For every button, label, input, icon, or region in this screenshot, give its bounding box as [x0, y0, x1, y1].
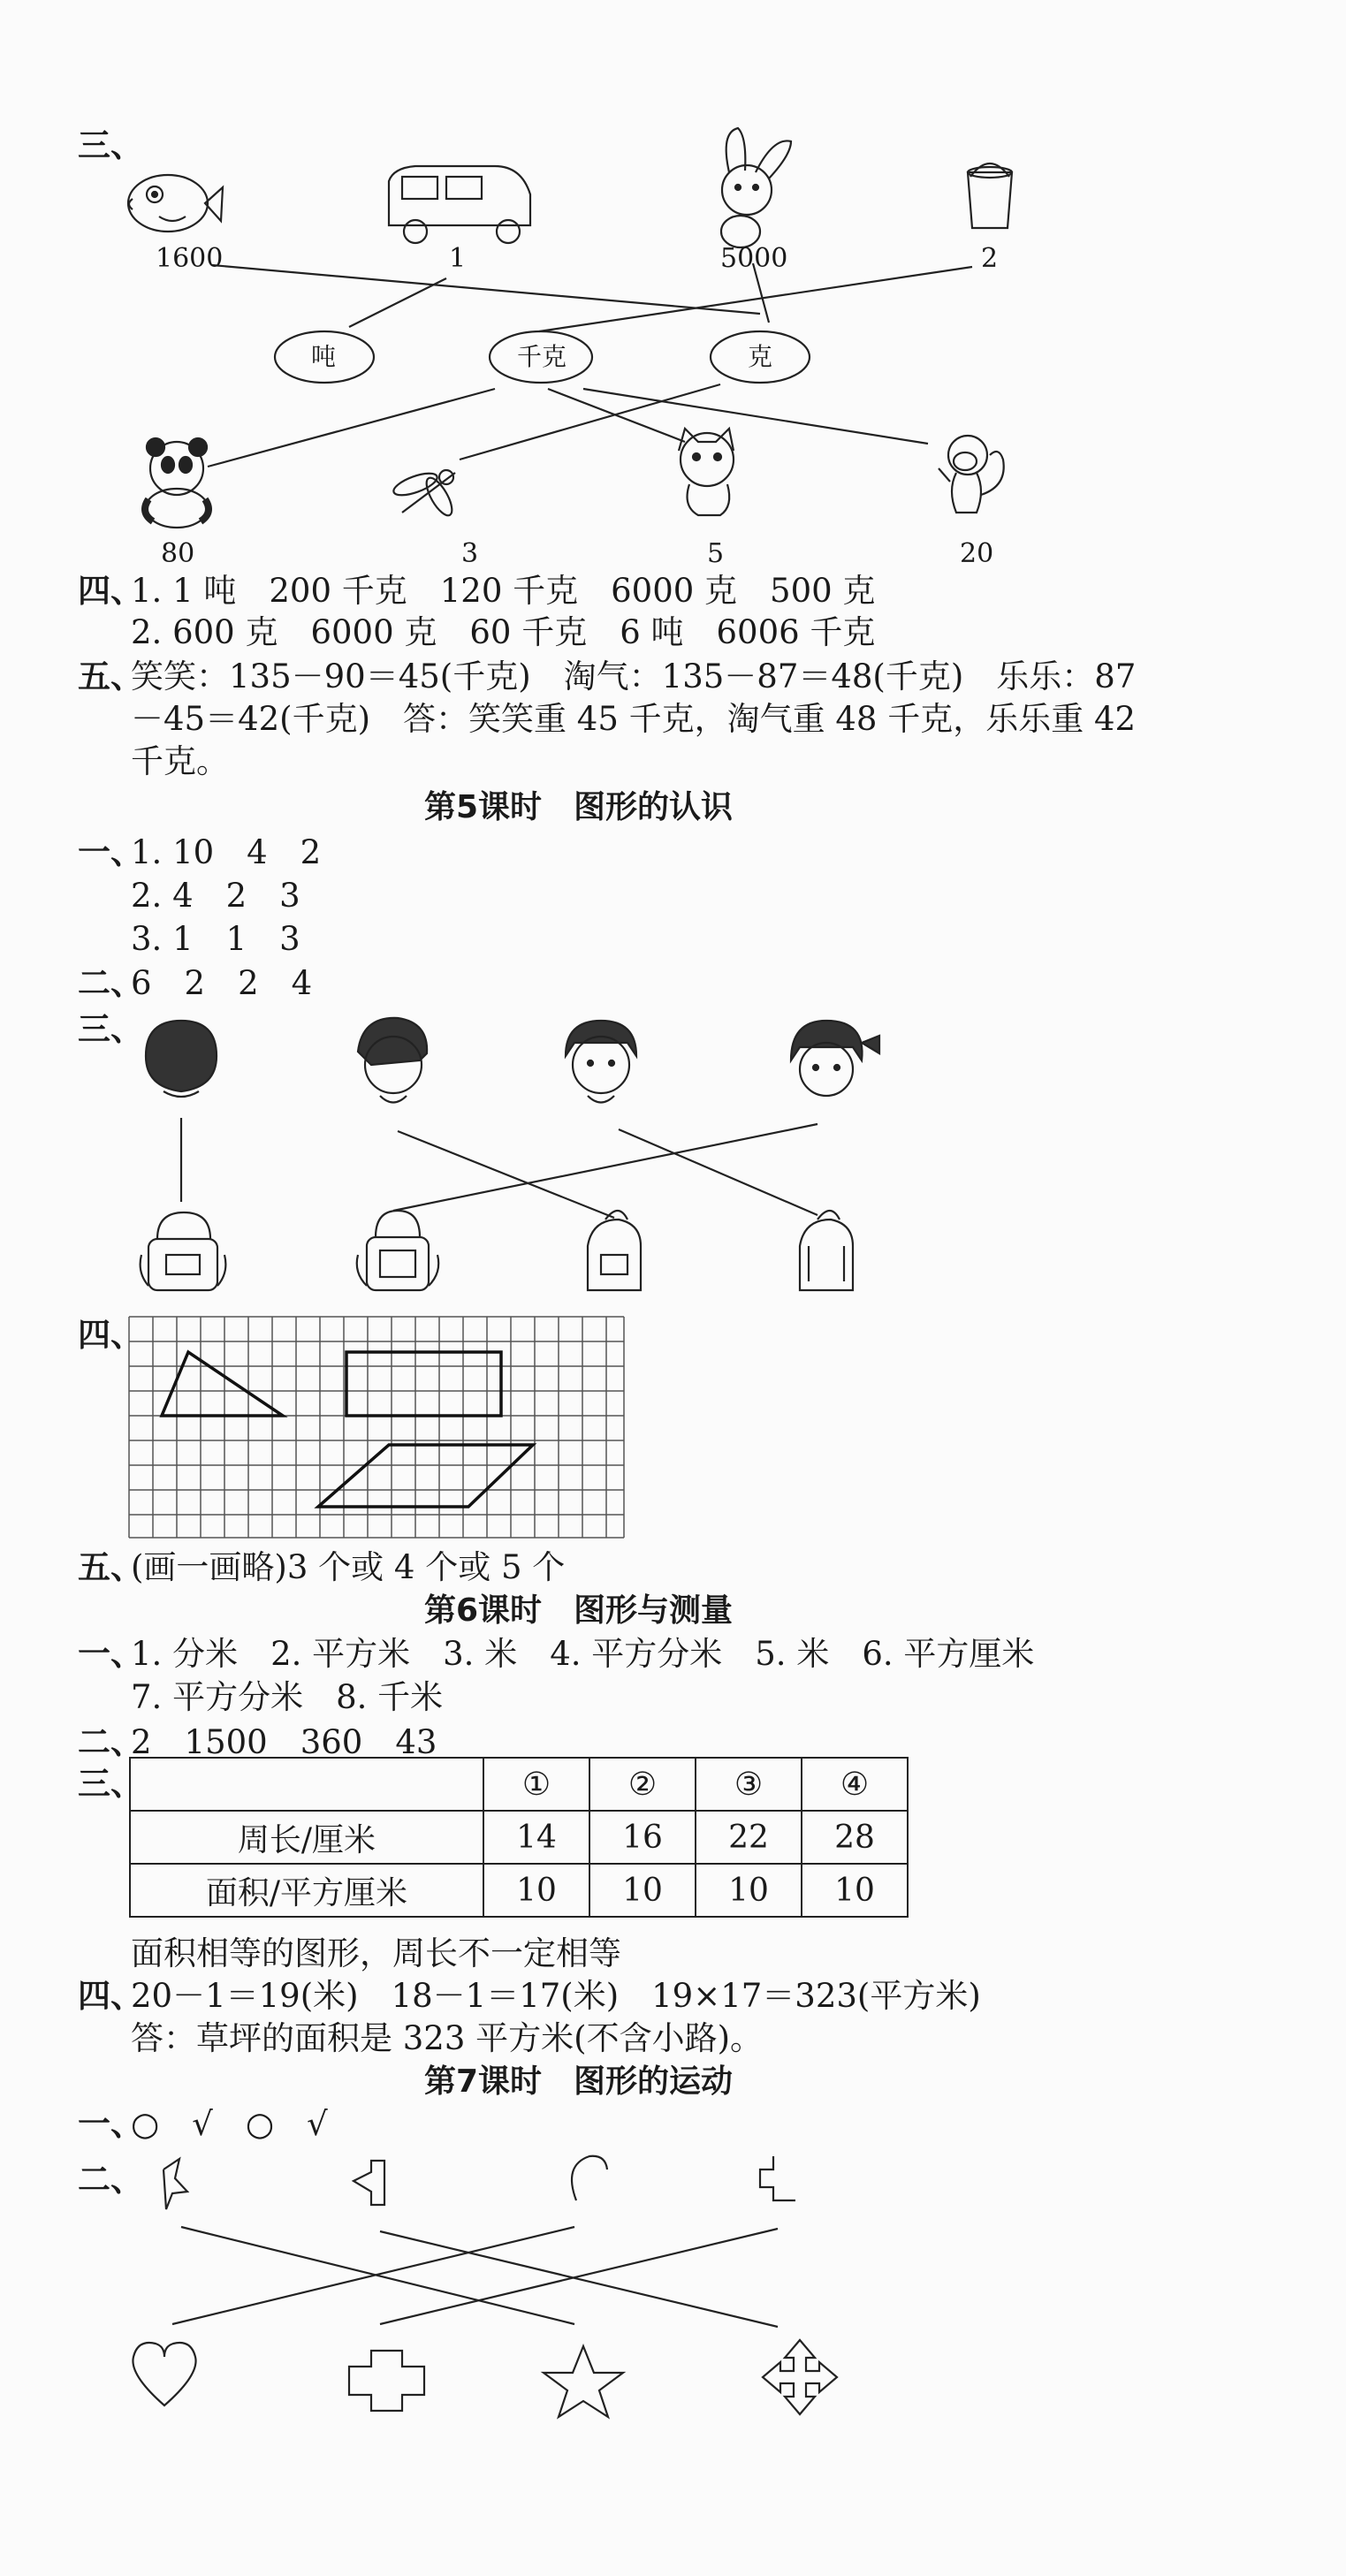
- match-line: [460, 384, 720, 460]
- s4-q5-label: 五、: [78, 657, 143, 695]
- heart-icon: [133, 2343, 195, 2405]
- boy-side-icon: [358, 1018, 427, 1103]
- triangle-shape: [162, 1352, 283, 1416]
- s6-q1-label: 一、: [78, 1634, 143, 1673]
- table-cell: 16: [589, 1811, 696, 1864]
- s6-q4-line1: 20－1＝19(米) 18－1＝17(米) 19×17＝323(平方米): [131, 1977, 981, 2015]
- s4-q3-label: 三、: [78, 125, 143, 164]
- arrow-cross-icon: [763, 2340, 837, 2414]
- s7-q1-text: ○ √ ○ √: [131, 2105, 328, 2143]
- s5-q1-item3: 3. 1 1 3: [131, 920, 300, 958]
- rabbit-icon: [721, 128, 791, 247]
- s4-q5-line3: 千克。: [131, 742, 229, 780]
- s5-q1-label: 一、: [78, 832, 143, 871]
- top-value-4: 2: [981, 243, 999, 274]
- s5-q1-item1: 1. 10 4 2: [131, 833, 322, 871]
- s6-q3-label: 三、: [78, 1764, 143, 1803]
- bottom-value-2: 3: [461, 538, 479, 569]
- top-value-1: 1600: [156, 243, 224, 274]
- s5-q1-item2: 2. 4 2 3: [131, 877, 300, 915]
- s5-q3-label: 三、: [78, 1009, 143, 1048]
- bottom-value-3: 5: [707, 538, 725, 569]
- s6-q2-text: 2 1500 360 43: [131, 1723, 437, 1761]
- table-cell: 周长/厘米: [130, 1811, 483, 1864]
- table-cell: 10: [483, 1864, 589, 1917]
- match-line: [548, 389, 685, 442]
- bottom-value-4: 20: [960, 538, 994, 569]
- table-cell: 10: [589, 1864, 696, 1917]
- cross-icon: [349, 2351, 424, 2411]
- perimeter-area-table: [129, 1757, 909, 1918]
- s6-q4-label: 四、: [78, 1976, 143, 2015]
- bottom-value-1: 80: [161, 538, 195, 569]
- s6-q1-line2: 7. 平方分米 8. 千米: [131, 1678, 444, 1716]
- match-line: [398, 1131, 614, 1218]
- cat-icon: [679, 429, 734, 515]
- parallelogram-shape: [318, 1445, 533, 1507]
- s7-title: 第7课时 图形的运动: [424, 2063, 734, 2100]
- girl-front-icon: [791, 1021, 879, 1096]
- s7-q2-label: 二、: [78, 2160, 143, 2199]
- girl-back-icon: [146, 1021, 217, 1097]
- s5-q5-text: (画一画略)3 个或 4 个或 5 个: [131, 1548, 566, 1586]
- table-cell: 面积/平方厘米: [130, 1864, 483, 1917]
- match-line: [393, 1124, 817, 1211]
- s6-q4-line2: 答：草坪的面积是 323 平方米(不含小路)。: [131, 2019, 764, 2057]
- s4-q5-line1: 笑笑：135－90＝45(千克) 淘气：135－87＝48(千克) 乐乐：87: [131, 657, 1137, 695]
- s6-title: 第6课时 图形与测量: [424, 1592, 734, 1629]
- s6-q1-line1: 1. 分米 2. 平方米 3. 米 4. 平方分米 5. 米 6. 平方厘米: [131, 1635, 1035, 1673]
- s5-q2-label: 二、: [78, 963, 143, 1002]
- s7-q1-label: 一、: [78, 2104, 143, 2143]
- backpack-side-icon: [357, 1211, 439, 1290]
- s5-title: 第5课时 图形的认识: [424, 789, 734, 825]
- table-cell: 22: [696, 1811, 802, 1864]
- unit-ke: 克: [748, 342, 773, 371]
- match-line: [208, 389, 495, 467]
- table-cell: ②: [589, 1758, 696, 1811]
- match-line: [212, 265, 760, 314]
- backpack-side-icon: [588, 1211, 641, 1290]
- table-cell: ③: [696, 1758, 802, 1811]
- backpack-front-icon: [141, 1212, 226, 1290]
- car-icon: [389, 166, 530, 243]
- unit-dun: 吨: [311, 342, 337, 371]
- top-value-2: 1: [449, 243, 467, 274]
- half-arrow-cross-icon: [760, 2156, 795, 2200]
- half-star-icon: [163, 2159, 187, 2209]
- s4-q5-line2: －45＝42(千克) 答：笑笑重 45 千克，淘气重 48 千克，乐乐重 42: [131, 700, 1137, 738]
- table-row: [130, 1864, 908, 1917]
- dragonfly-icon: [391, 469, 456, 520]
- s6-q3-note: 面积相等的图形，周长不一定相等: [131, 1934, 621, 1972]
- half-heart-icon: [572, 2156, 607, 2200]
- match-line: [380, 2231, 778, 2327]
- match-line: [380, 2229, 778, 2324]
- table-header-row: [130, 1758, 908, 1811]
- panda-icon: [145, 438, 209, 528]
- s5-q4-label: 四、: [78, 1315, 143, 1354]
- table-cell: 10: [802, 1864, 908, 1917]
- top-value-3: 5000: [720, 243, 788, 274]
- table-cell: ①: [483, 1758, 589, 1811]
- s6-q2-label: 二、: [78, 1722, 143, 1761]
- s5-q2-text: 6 2 2 4: [131, 964, 313, 1002]
- boy-front-icon: [566, 1021, 636, 1103]
- match-line: [349, 278, 446, 327]
- match-line: [619, 1129, 817, 1215]
- table-cell: 10: [696, 1864, 802, 1917]
- unit-qianke: 千克: [517, 342, 567, 371]
- monkey-icon: [939, 436, 1004, 513]
- half-cross-icon: [354, 2161, 384, 2205]
- table-cell: [130, 1758, 483, 1811]
- s4-q4-line2: 2. 600 克 6000 克 60 千克 6 吨 6006 千克: [131, 613, 876, 651]
- table-cell: 28: [802, 1811, 908, 1864]
- star-icon: [544, 2346, 623, 2417]
- bucket-icon: [968, 163, 1012, 228]
- rectangle-shape: [346, 1352, 501, 1416]
- table-cell: 14: [483, 1811, 589, 1864]
- match-line: [583, 389, 928, 444]
- fish-icon: [128, 175, 223, 232]
- drawing-grid: [129, 1317, 624, 1538]
- s5-q5-label: 五、: [78, 1547, 143, 1586]
- table-row: [130, 1811, 908, 1864]
- backpack-back-icon: [800, 1211, 853, 1290]
- s4-q4-label: 四、: [78, 571, 143, 610]
- table-cell: ④: [802, 1758, 908, 1811]
- s4-q4-line1: 1. 1 吨 200 千克 120 千克 6000 克 500 克: [131, 572, 876, 610]
